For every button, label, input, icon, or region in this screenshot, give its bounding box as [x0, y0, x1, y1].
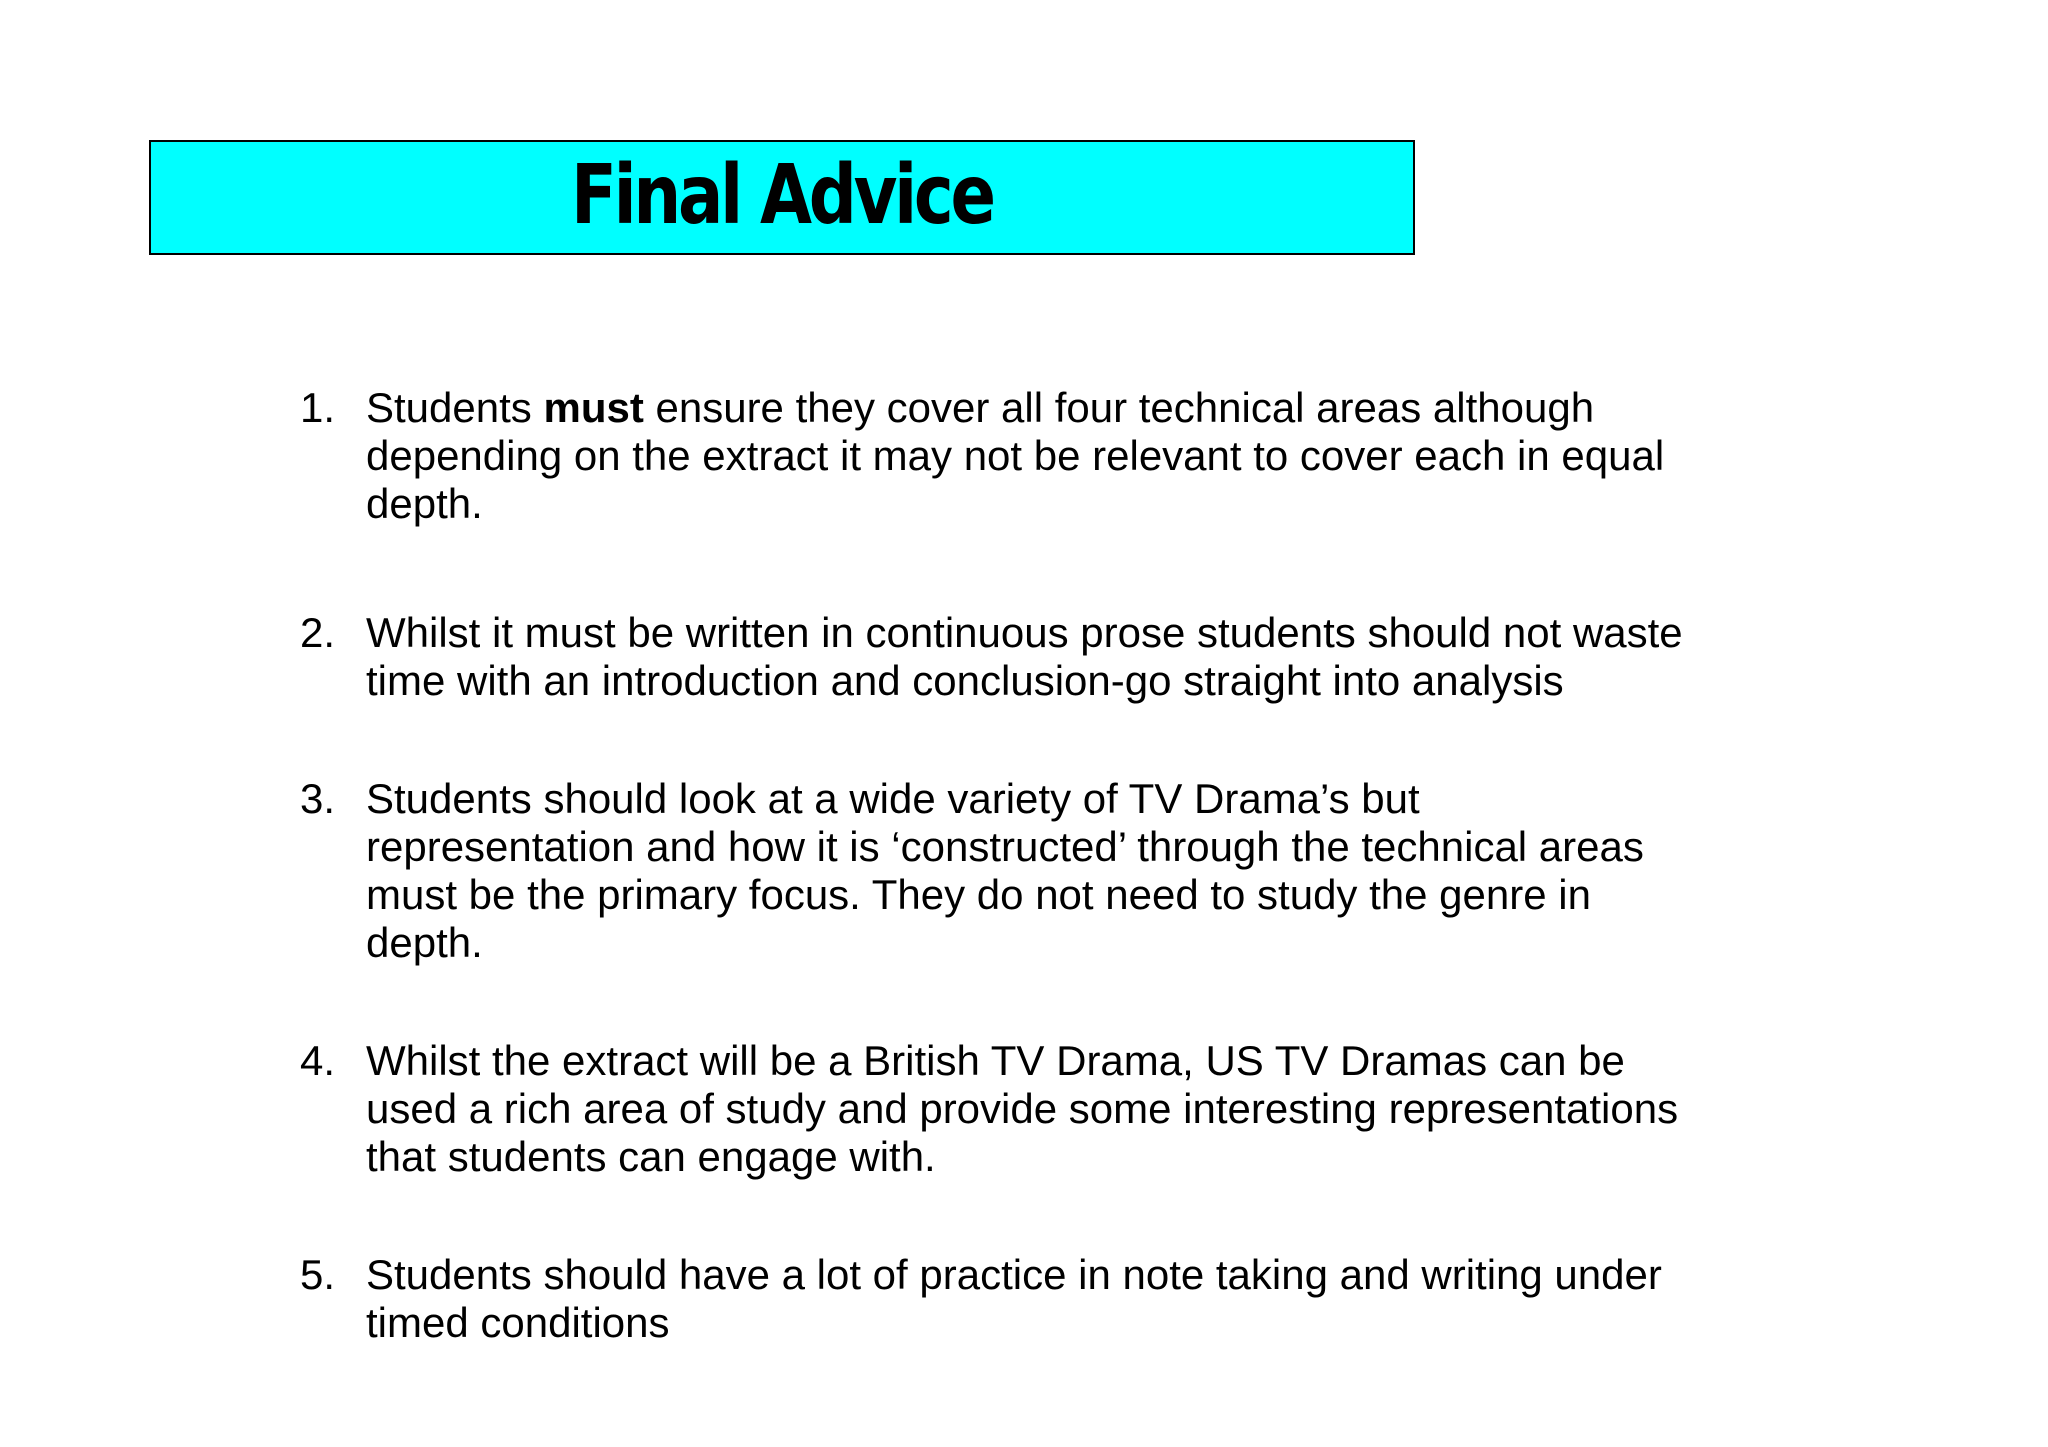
advice-line: that students can engage with. — [366, 1133, 936, 1180]
advice-number-3: 3. — [300, 775, 336, 822]
advice-line: timed conditions — [366, 1299, 670, 1346]
advice-item-4 — [300, 1037, 1800, 1181]
advice-line: Students should have a lot of practice in note taking and writing under — [366, 1251, 1662, 1298]
advice-item-1 — [300, 384, 1800, 528]
advice-list — [300, 384, 1800, 1347]
title-banner — [149, 140, 1415, 255]
advice-item-5 — [300, 1251, 1800, 1347]
advice-line: representation and how it is ‘constructed’ through the technical areas — [366, 823, 1644, 870]
advice-line: used a rich area of study and provide some interesting representations — [366, 1085, 1679, 1132]
advice-line: depending on the extract it may not be relevant to cover each in equal — [366, 432, 1665, 479]
advice-line: Whilst it must be written in continuous prose students should not waste — [366, 609, 1683, 656]
advice-text: Students — [366, 384, 544, 431]
advice-item-2 — [300, 609, 1800, 705]
advice-number-2: 2. — [300, 609, 336, 656]
advice-text: ensure they cover all four technical areas although — [643, 384, 1595, 431]
advice-item-3 — [300, 775, 1800, 967]
advice-line: Students should look at a wide variety of TV Drama’s but — [366, 775, 1420, 822]
advice-line: Whilst the extract will be a British TV Drama, US TV Dramas can be — [366, 1037, 1625, 1084]
advice-number-5: 5. — [300, 1251, 336, 1298]
page-title: Final Advice — [571, 148, 993, 243]
emphasis-must: must — [543, 384, 644, 431]
advice-line: must be the primary focus. They do not need to study the genre in — [366, 871, 1591, 918]
advice-number-4: 4. — [300, 1037, 336, 1084]
advice-line: depth. — [366, 919, 483, 966]
advice-line — [366, 384, 1800, 432]
advice-line: depth. — [366, 480, 483, 527]
advice-number-1: 1. — [300, 384, 336, 431]
advice-line: time with an introduction and conclusion-go straight into analysis — [366, 657, 1564, 704]
